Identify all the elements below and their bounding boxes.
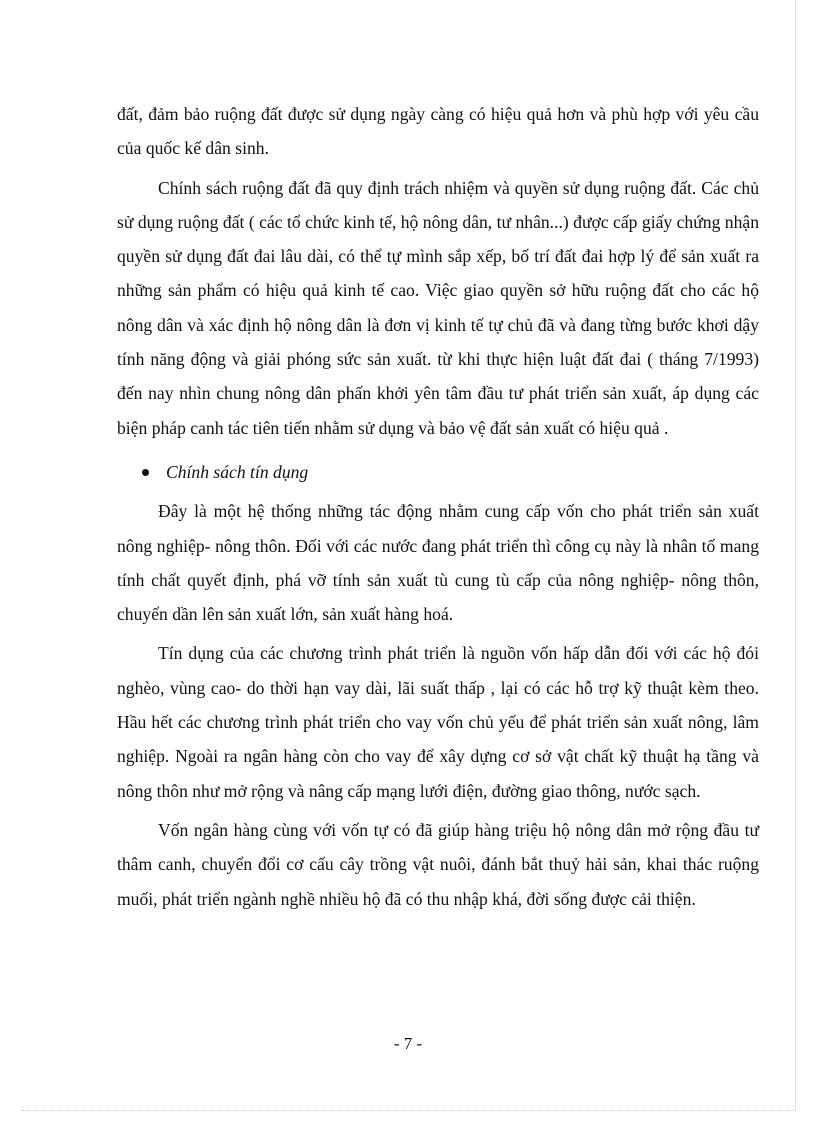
paragraph-land-policy: Chính sách ruộng đất đã quy định trách nhiệm và quyền sử dụng ruộng đất. Các chủ sử dụng ruộng đất ( các tổ chức kinh tế, hộ nông dân, tư nhân...) được cấp giấy chứng nhận quyền sử dụng đất đai lâu dài, có thể tự mình sắp xếp, bố trí đất đai hợp lý để sản xuất ra những sản phẩm có hiệu quả kinh tế cao. Việc giao quyền sở hữu ruộng đất cho các hộ nông dân và xác định hộ nông dân là đơn vị kinh tế tự chủ đã và đang từng bước khơi dậy tính năng động và giải phóng sức sản xuất. từ khi thực hiện luật đất đai ( tháng 7/1993) đến nay nhìn chung nông dân phấn khởi yên tâm đầu tư phát triển sản xuất, áp dụng các biện pháp canh tác tiên tiến nhằm sử dụng và bảo vệ đất sản xuất có hiệu quả .: [117, 177, 759, 438]
paragraph-credit-programs: Tín dụng của các chương trình phát triển là nguồn vốn hấp dẫn đối với các hộ đói nghèo, vùng cao- do thời hạn vay dài, lãi suất thấp , lại có các hỗ trợ kỹ thuật kèm theo. Hầu hết các chương trình phát triển cho vay vốn chủ yếu để phát triển sản xuất nông, lâm nghiệp. Ngoài ra ngân hàng còn cho vay để xây dựng cơ sở vật chất kỹ thuật hạ tầng và nông thôn như mở rộng và nâng cấp mạng lưới điện, đường giao thông, nước sạch.: [117, 643, 759, 801]
document-body: [117, 97, 759, 916]
paragraph-continuation: đất, đảm bảo ruộng đất được sử dụng ngày càng có hiệu quả hơn và phù hợp với yêu cầu của quốc kế dân sinh.: [117, 104, 759, 159]
section-heading: Chính sách tín dụng: [166, 461, 309, 482]
paragraph-bank-capital: Vốn ngân hàng cùng với vốn tự có đã giúp hàng triệu hộ nông dân mở rộng đầu tư thâm canh, chuyển đổi cơ cấu cây trồng vật nuôi, đánh bắt thuỷ hải sản, khai thác ruộng muối, phát triển ngành nghề nhiều hộ đã có thu nhập khá, đời sống được cải thiện.: [117, 819, 759, 909]
page-border-right: [795, 0, 796, 1110]
page-border-bottom: [22, 1110, 796, 1111]
paragraph-credit-intro: Đây là một hệ thống những tác động nhằm cung cấp vốn cho phát triển sản xuất nông nghiệp- nông thôn. Đối với các nước đang phát triển thì công cụ này là nhân tố mang tính chất quyết định, phá vỡ tính sản xuất tù cung tù cấp của nông nghiệp- nông thôn, chuyển dần lên sản xuất lớn, sản xuất hàng hoá.: [117, 501, 759, 625]
page-number: - 7 -: [393, 1034, 423, 1053]
bullet-heading-row: [117, 455, 759, 489]
bullet-icon: [142, 469, 149, 476]
